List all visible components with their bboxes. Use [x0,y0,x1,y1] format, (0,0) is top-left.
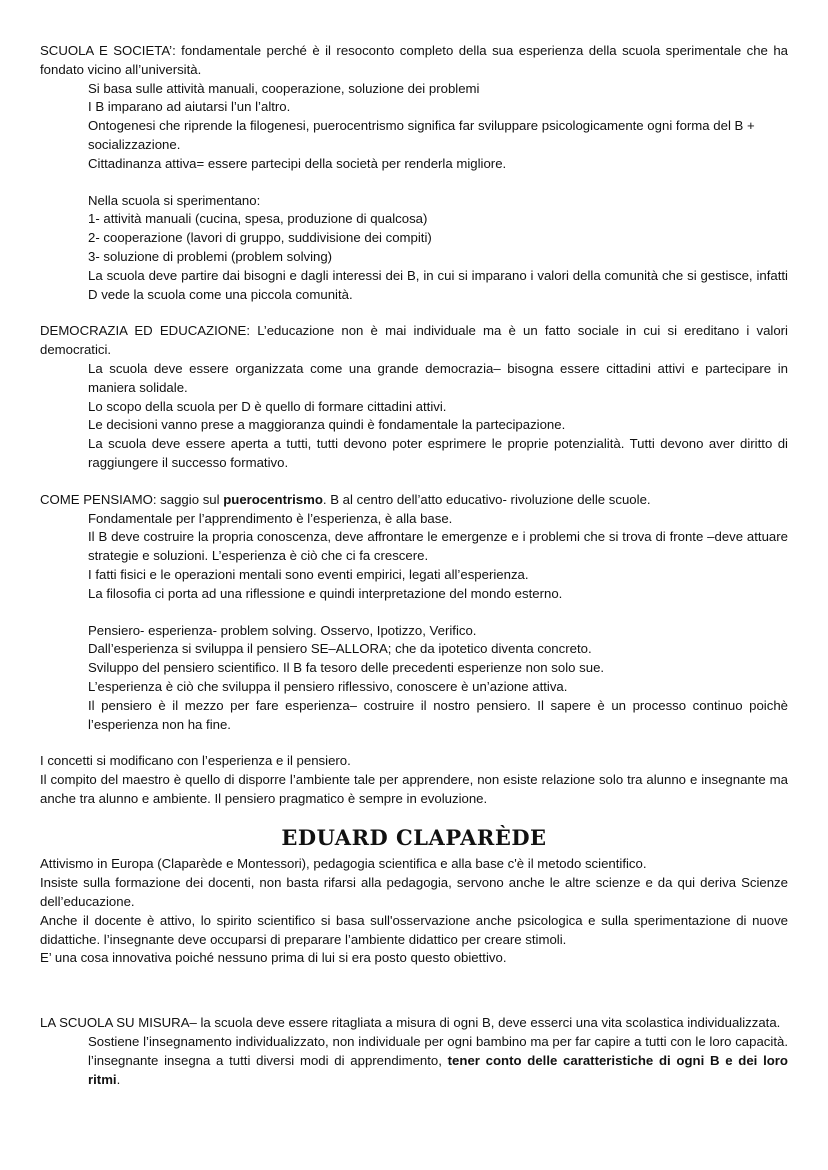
paragraph: Cittadinanza attiva= essere partecipi della società per renderla migliore. [88,155,507,171]
paragraph: Le decisioni vanno prese a maggioranza quindi è fondamentale la partecipazione. [88,417,566,433]
paragraph-end: . [116,1071,121,1087]
paragraph: Dall’esperienza si sviluppa il pensiero SE–ALLORA; che da ipotetico diventa concreto. [88,641,592,657]
document-page [40,42,788,1089]
intro-text: COME PENSIAMO: saggio sul [40,491,224,507]
paragraph: Si basa sulle attività manuali, cooperazione, soluzione dei problemi [88,80,480,96]
list-item: 1- attività manuali (cucina, spesa, produzione di qualcosa) [88,211,428,227]
paragraph: Sviluppo del pensiero scientifico. Il B fa tesoro delle precedenti esperienze non solo sue. [88,660,605,676]
section-scuola-societa-body [40,80,788,305]
paragraph: Il pensiero è il mezzo per fare esperienza– costruire il nostro pensiero. Il sapere è un processo continuo poichè l’esperienza non ha fine. [88,697,788,732]
paragraph: Ontogenesi che riprende la filogenesi, puerocentrismo significa far sviluppare psicologicamente ogni forma del B + socializzazione. [88,118,755,152]
list-item: 2- cooperazione (lavori di gruppo, suddivisione dei compiti) [88,230,432,246]
bold-emphasis: tener conto delle caratteristiche di ogni B e dei loro ritmi [88,1052,788,1087]
paragraph: I fatti fisici e le operazioni mentali sono eventi empirici, legati all’esperienza. [88,566,529,582]
paragraph: Il B deve costruire la propria conoscenza, deve affrontare le emergenze e i problemi che si trova di fronte –deve attuare strategie e soluzioni. L’esperienza è ciò che ci fa crescere. [88,529,788,564]
paragraph: Lo scopo della scuola per D è quello di formare cittadini attivi. [88,398,447,414]
intro-text-end: . B al centro dell’atto educativo- rivoluzione delle scuole. [322,491,651,507]
paragraph: L’esperienza è ciò che sviluppa il pensiero riflessivo, conoscere è un’azione attiva. [88,678,568,694]
paragraph: La filosofia ci porta ad una riflessione e quindi interpretazione del mondo esterno. [88,585,563,601]
heading-claparede: EDUARD CLAPARÈDE [281,824,547,850]
paragraph: La scuola deve partire dai bisogni e dagli interessi dei B, in cui si imparano i valori della comunità che si gestisce, infatti D vede la scuola come una piccola comunità. [88,267,788,302]
paragraph-text: Sostiene l’insegnamento individualizzato, non individuale per ogni bambino ma per far capire a tutti con le loro capacità. l’insegnante insegna a tutti diversi modi di apprendimento, [88,1034,788,1068]
section-democrazia-intro: DEMOCRAZIA ED EDUCAZIONE: L’educazione non è mai individuale ma è un fatto sociale in cui si ereditano i valori democratici. [40,323,788,358]
section-scuola-su-misura-body [40,1033,788,1089]
section-come-pensiamo-intro [40,491,788,510]
paragraph: I concetti si modificano con l’esperienza e il pensiero. [40,753,351,769]
paragraph: Pensiero- esperienza- problem solving. Osservo, Ipotizzo, Verifico. [88,622,477,638]
paragraph: Fondamentale per l’apprendimento è l’esperienza, è alla base. [88,510,453,526]
intro-bold-term: puerocentrismo [223,491,323,507]
paragraph: Anche il docente è attivo, lo spirito scientifico si basa sull'osservazione anche psicologica e sulla sperimentazione di nuove didattiche. l’insegnante deve occuparsi di preparare l’ambiente didattico per creare stimoli. [40,912,788,947]
section-democrazia-body [40,360,788,473]
paragraph: Attivismo in Europa (Claparède e Montessori), pedagogia scientifica e alla base c'è il metodo scientifico. [40,856,647,872]
paragraph: Insiste sulla formazione dei docenti, non basta rifarsi alla pedagogia, servono anche le altre scienze e da qui deriva Scienze dell’educazione. [40,875,788,910]
list-item: 3- soluzione di problemi (problem solving) [88,248,333,264]
paragraph: Nella scuola si sperimentano: [88,192,261,208]
section-scuola-societa-intro: SCUOLA E SOCIETA’: fondamentale perché è il resoconto completo della sua esperienza della scuola sperimentale che ha fondato vicino all’università. [40,43,788,77]
paragraph [88,1033,788,1089]
paragraph: La scuola deve essere aperta a tutti, tutti devono poter esprimere le proprie potenzialità. Tutti devono aver diritto di raggiungere il successo formativo. [88,436,788,470]
paragraph: I B imparano ad aiutarsi l’un l’altro. [88,99,291,115]
paragraph: E’ una cosa innovativa poiché nessuno prima di lui si era posto questo obiettivo. [40,950,507,966]
paragraph: Il compito del maestro è quello di disporre l’ambiente tale per apprendere, non esiste relazione solo tra alunno e insegnante ma anche tra alunno e ambiente. Il pensiero pragmatico è sempre in evoluzione. [40,772,788,806]
section-scuola-su-misura-intro: LA SCUOLA SU MISURA– la scuola deve essere ritagliata a misura di ogni B, deve esserci una vita scolastica individualizzata. [40,1015,781,1031]
paragraph: La scuola deve essere organizzata come una grande democrazia– bisogna essere cittadini attivi e partecipare in maniera solidale. [88,360,788,395]
section-come-pensiamo-body [40,510,788,735]
